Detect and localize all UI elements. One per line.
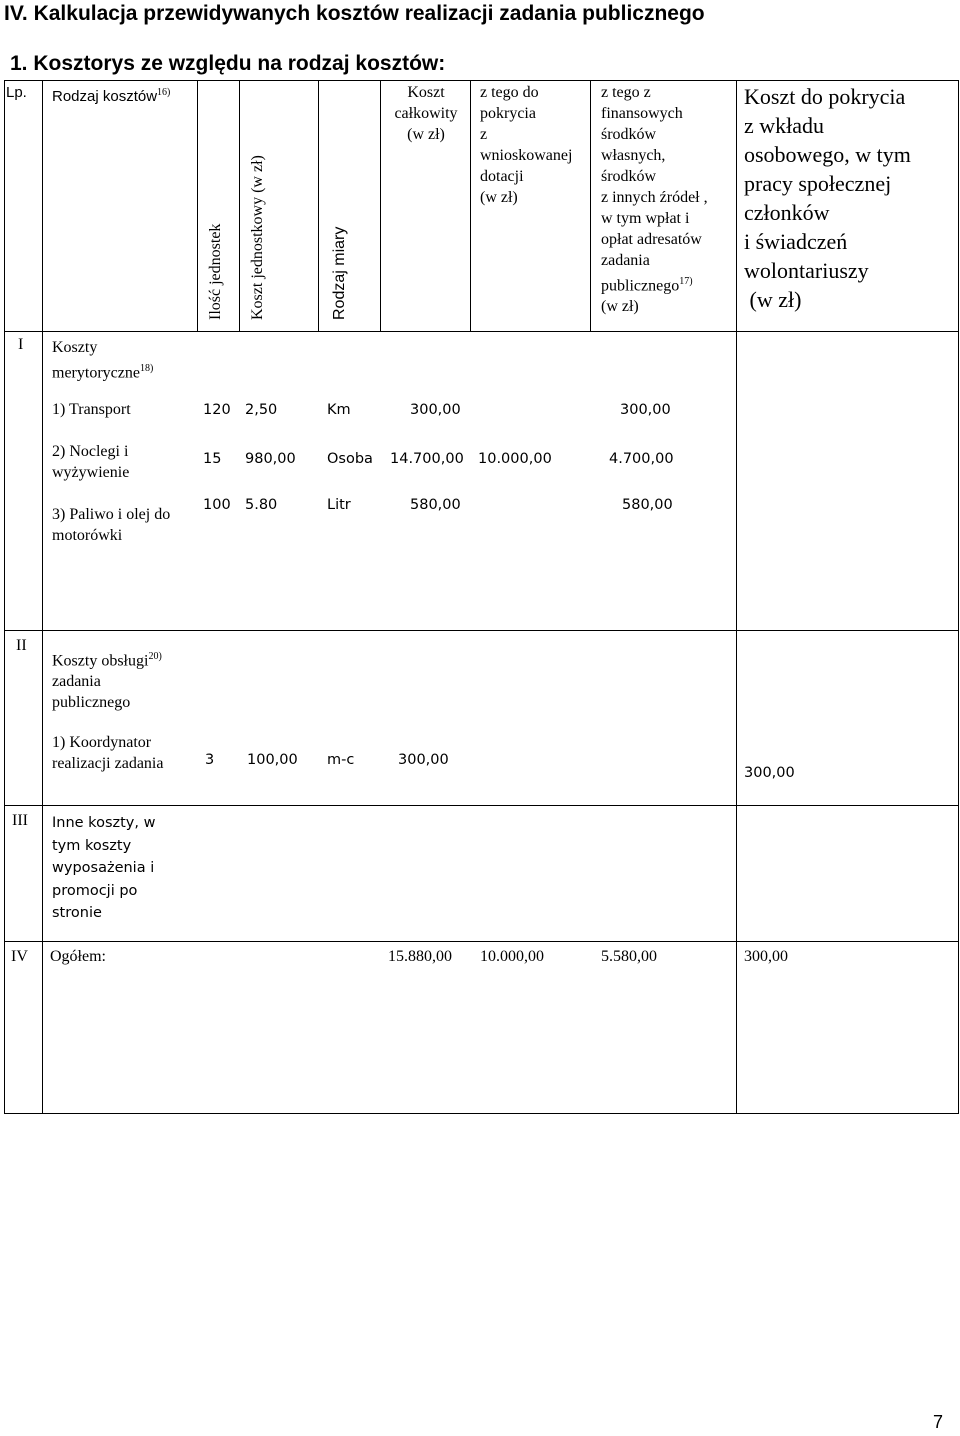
total-calkowity: 15.880,00 [388, 948, 452, 965]
row-name: 1) Koordynator realizacji zadania [52, 734, 164, 772]
row-koszt: 2,50 [245, 402, 278, 418]
row-dotacja: 10.000,00 [478, 451, 552, 467]
col-rodzaj-header: Rodzaj kosztów$^{16)}$ [52, 87, 171, 105]
row-name: 3) Paliwo i olej do motorówki [52, 506, 171, 544]
row-calkowity: 580,00 [410, 497, 461, 513]
section-i-label: Koszty merytoryczne$^{18)}$ [52, 339, 154, 382]
section-heading: IV. Kalkulacja przewidywanych kosztów realizacji zadania publicznego [4, 2, 705, 25]
row-calkowity: 300,00 [398, 752, 449, 768]
col-dotacja-header: z tego do pokrycia z wnioskowanej dotacji (w zł) [480, 84, 573, 206]
row-miara: Osoba [327, 451, 373, 467]
row-ilosc: 15 [203, 451, 222, 467]
section-iii-lp: III [12, 812, 28, 829]
col-miara-header: Rodzaj miary [331, 226, 348, 320]
section-i-lp: I [18, 336, 24, 353]
section-iv-lp: IV [11, 948, 28, 965]
col-lp-header: Lp. [6, 84, 27, 101]
row-calkowity: 14.700,00 [390, 451, 464, 467]
total-dotacja: 10.000,00 [480, 948, 544, 965]
row-koszt: 980,00 [245, 451, 296, 467]
col-wlasne-header: z tego z finansowych środków własnych, środków z innych źródeł , w tym wpłat i opłat adresatów zadania publicznego$^{17)}$ (w zł) [601, 84, 708, 316]
row-miara: Litr [327, 497, 351, 513]
row-koszt: 100,00 [247, 752, 298, 768]
row-koszt: 5.80 [245, 497, 278, 513]
row-wlasne: 4.700,00 [609, 451, 674, 467]
totals-label: Ogółem: [50, 948, 106, 965]
row-ilosc: 3 [205, 752, 215, 768]
total-osobowy: 300,00 [744, 948, 788, 965]
row-ilosc: 100 [203, 497, 231, 513]
row-miara: Km [327, 402, 351, 418]
row-wlasne: 580,00 [622, 497, 673, 513]
total-wlasne: 5.580,00 [601, 948, 657, 965]
col-koszt-jedn-header: Koszt jednostkowy (w zł) [249, 155, 266, 320]
row-miara: m-c [327, 752, 355, 768]
subsection-heading: 1. Kosztorys ze względu na rodzaj kosztów: [10, 52, 446, 75]
row-name: 2) Noclegi i wyżywienie [52, 443, 130, 481]
section-iii-label: Inne koszty, w tym koszty wyposażenia i promocji po stronie [52, 815, 156, 921]
section-ii-lp: II [16, 637, 27, 654]
col-osobowy-header: Koszt do pokrycia z wkładu osobowego, w tym pracy społecznej członków i świadczeń wolontariuszy (w zł) [744, 84, 911, 312]
row-osobowy: 300,00 [744, 765, 795, 781]
row-calkowity: 300,00 [410, 402, 461, 418]
section-ii-label: Koszty obsługi$^{20)}$ zadania publicznego [52, 651, 162, 712]
col-calkowity-header: Koszt całkowity (w zł) [394, 84, 458, 143]
page-number: 7 [933, 1412, 944, 1432]
col-ilosc-header: Ilość jednostek [207, 223, 224, 320]
row-name: 1) Transport [52, 401, 131, 418]
row-wlasne: 300,00 [620, 402, 671, 418]
row-ilosc: 120 [203, 402, 231, 418]
